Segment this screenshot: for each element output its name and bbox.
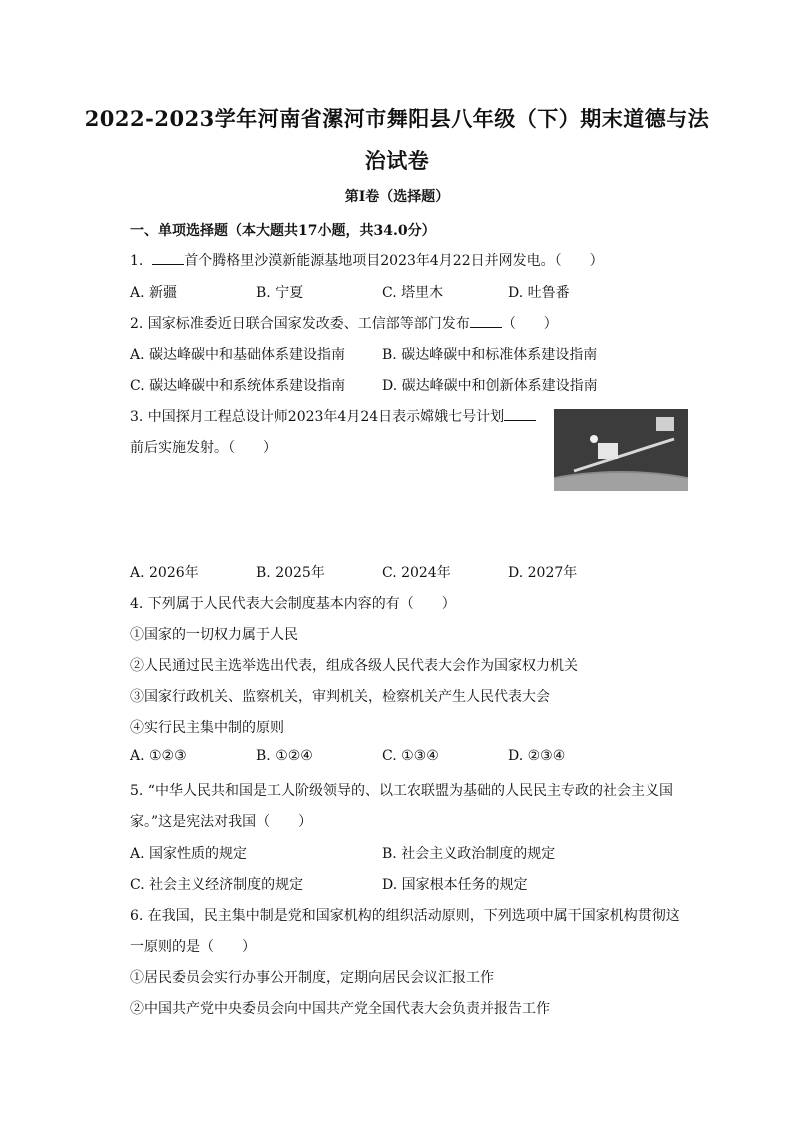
q5-option-b: B. 社会主义政治制度的规定 [382,846,556,862]
lunar-lander-image [554,409,688,491]
q6-item-1: ①居民委员会实行办事公开制度，定期向居民会议汇报工作 [130,970,494,986]
answer-blank [152,252,184,265]
question-3-stem-2: 前后实施发射。（ ） [130,440,277,456]
q5-option-d: D. 国家根本任务的规定 [382,877,528,893]
q1-option-b: B. 宁夏 [256,285,304,301]
question-3-stem [130,406,536,426]
q3-option-c: C. 2024年 [382,565,451,581]
q2-option-c: C. 碳达峰碳中和系统体系建设指南 [130,378,346,394]
q3-option-a: A. 2026年 [130,565,199,581]
exam-title-line-1: 2022-2023学年河南省漯河市舞阳县八年级（下）期末道德与法 [84,106,710,131]
question-5-stem: 5. “中华人民共和国是工人阶级领导的、以工农联盟为基础的人民民主专政的社会主义国 [130,783,673,799]
q1-option-c: C. 塔里木 [382,285,444,301]
q4-option-b: B. ①②④ [256,748,313,764]
q4-option-c: C. ①③④ [382,748,439,764]
question-1-text: 首个腾格里沙漠新能源基地项目2023年4月22日并网发电。（ ） [184,253,604,269]
question-5-stem-2: 家。”这是宪法对我国（ ） [130,814,313,830]
q1-option-d: D. 吐鲁番 [508,285,570,301]
q4-item-4: ④实行民主集中制的原则 [130,720,284,736]
question-1-stem [130,250,604,270]
question-6-stem: 6. 在我国，民主集中制是党和国家机构的组织活动原则，下列选项中属干国家机构贯彻这 [130,908,680,924]
q4-item-3: ③国家行政机关、监察机关，审判机关，检察机关产生人民代表大会 [130,689,550,705]
q3-option-b: B. 2025年 [256,565,325,581]
answer-blank [504,408,536,421]
question-3-text: 3. 中国探月工程总设计师2023年4月24日表示嫦娥七号计划 [130,409,505,425]
q2-option-b: B. 碳达峰碳中和标准体系建设指南 [382,347,598,363]
q4-item-1: ①国家的一切权力属于人民 [130,627,298,643]
volume-heading: 第I卷（选择题） [344,189,450,205]
question-4-stem: 4. 下列属于人民代表大会制度基本内容的有（ ） [130,596,456,612]
question-1-number: 1. [130,253,144,269]
q4-item-2: ②人民通过民主选举选出代表，组成各级人民代表大会作为国家权力机关 [130,658,578,674]
section-heading: 一、单项选择题（本大题共17小题，共34.0分） [130,223,436,239]
q2-option-a: A. 碳达峰碳中和基础体系建设指南 [130,347,346,363]
q4-option-d: D. ②③④ [508,748,566,764]
answer-blank [470,315,502,328]
question-2-text: 2. 国家标准委近日联合国家发改委、工信部等部门发布 [130,316,470,332]
question-2-stem [130,313,558,333]
q5-option-c: C. 社会主义经济制度的规定 [130,877,304,893]
lunar-lander-photo [554,409,688,491]
question-6-stem-2: 一原则的是（ ） [130,939,256,955]
q1-option-a: A. 新疆 [130,285,178,301]
q6-item-2: ②中国共产党中央委员会向中国共产党全国代表大会负责并报告工作 [130,1001,550,1017]
q4-option-a: A. ①②③ [130,748,187,764]
question-2-tail: （ ） [501,316,558,332]
q3-option-d: D. 2027年 [508,565,578,581]
q2-option-d: D. 碳达峰碳中和创新体系建设指南 [382,378,598,394]
q5-option-a: A. 国家性质的规定 [130,846,248,862]
exam-title-line-2: 治试卷 [364,148,430,173]
